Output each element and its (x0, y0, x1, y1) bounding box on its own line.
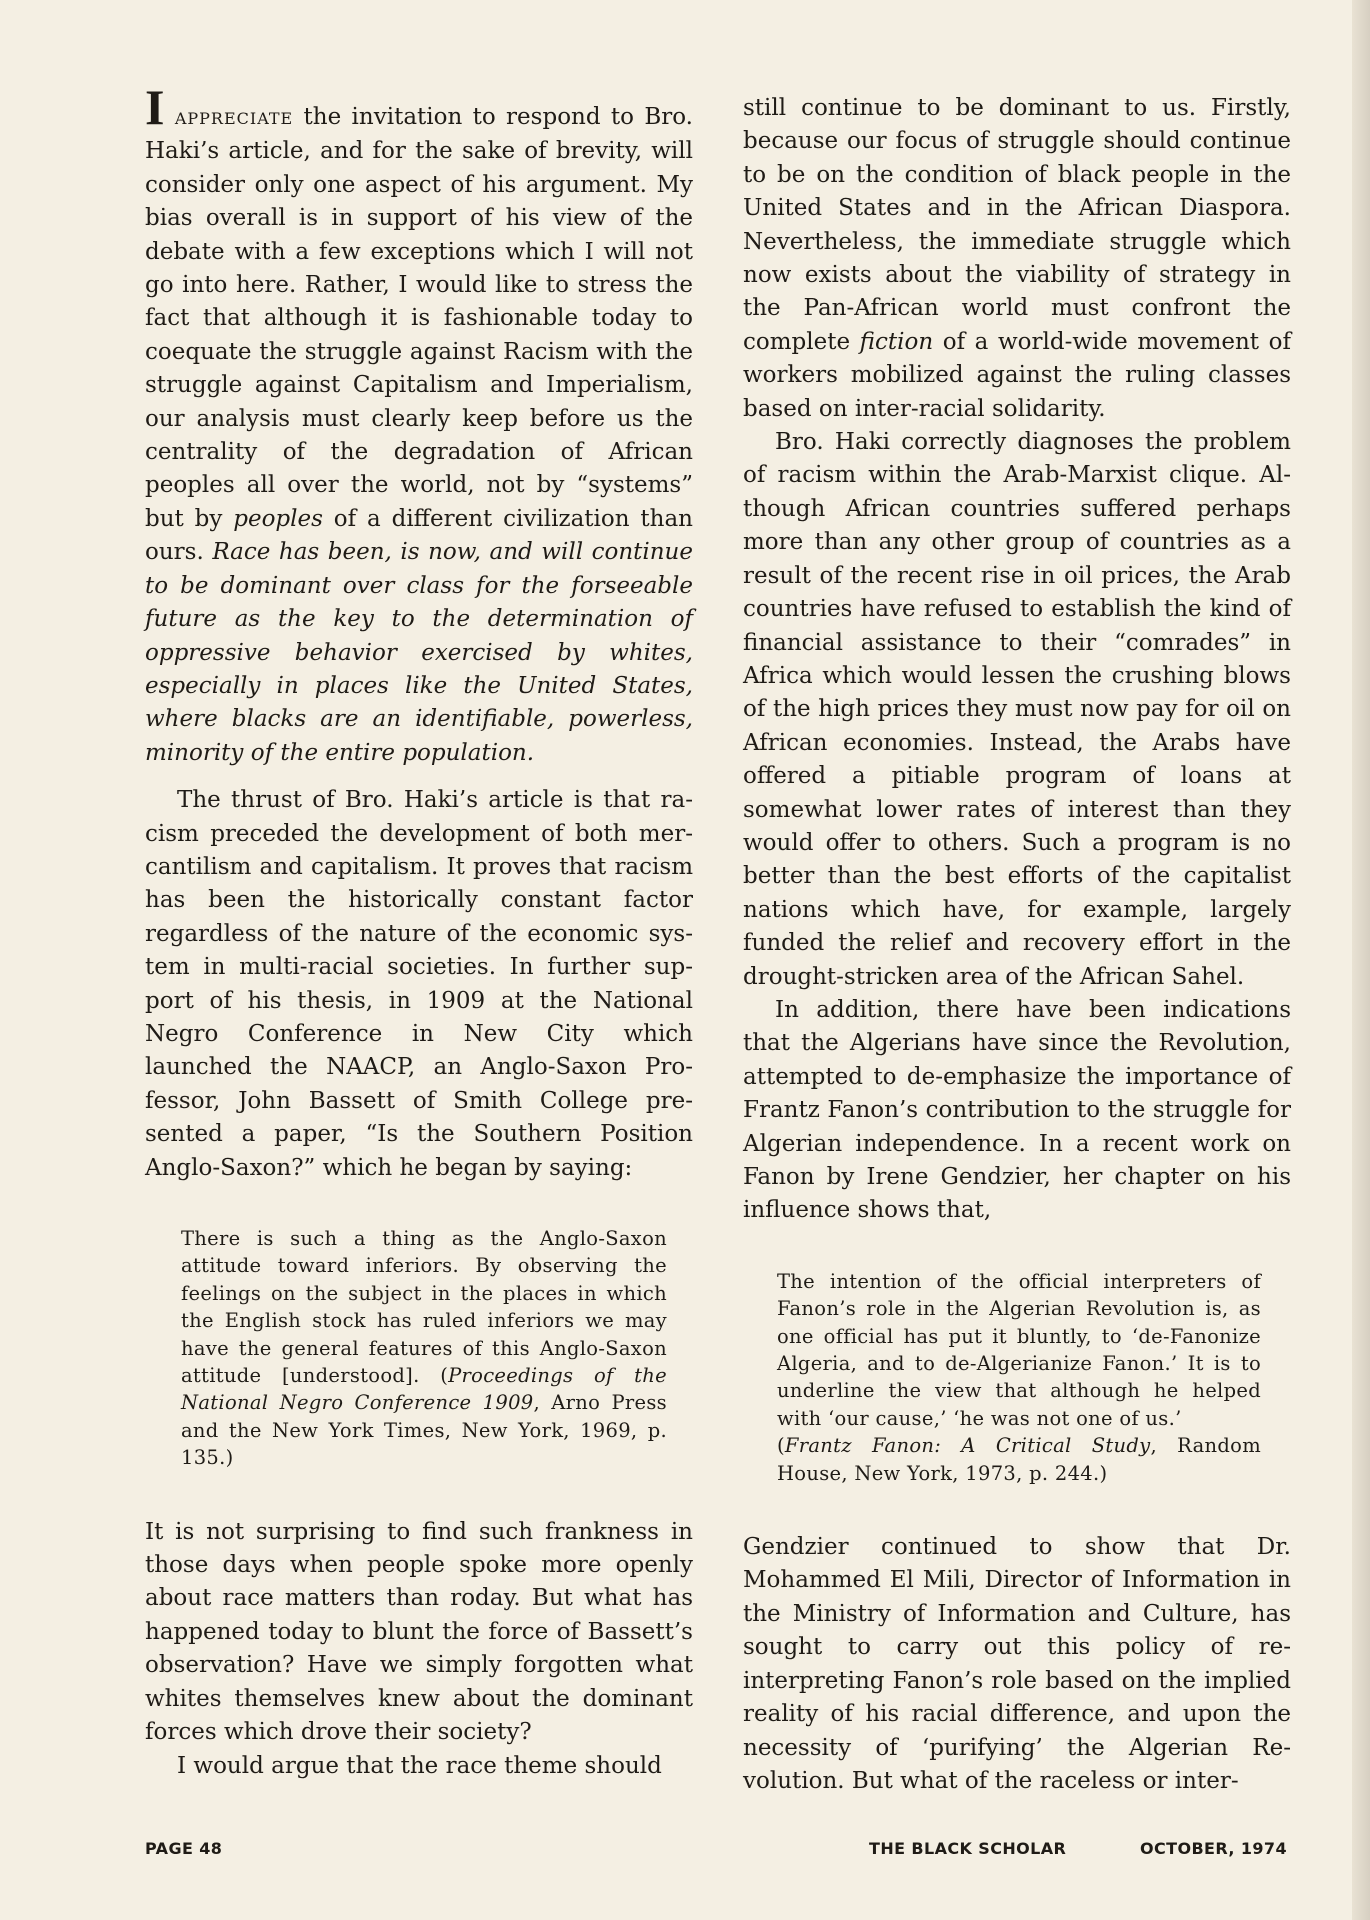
quote-text: The intention of the official interpreters of Fanon’s role in the Algerian Revolution is, as one official has put it bluntly, to ‘de-Fanonize Algeria, and to de-Algerianize Fanon.’ It is to underline the view that although he helped with ‘our cause,’ ‘he was not one of us.’ (777, 1269, 1261, 1430)
right-column (743, 92, 1291, 1798)
italic-fiction: fiction (859, 328, 934, 355)
drop-cap: I (145, 79, 165, 135)
lead-small-caps: APPRECIATE (174, 109, 294, 128)
italic-thesis-statement: Race has been, is now, and will continue to be dominant over class for the forseeable future as the key to the determination of oppressive behavior exercised by whites, especially in places like the United States, where blacks are an identifiable, powerless, minority of the entire population. (145, 539, 693, 766)
paragraph-frankness: It is not surprising to find such frankness in those days when people spoke more openly about race matters than roday. But what has happened today to blunt the force of Bassett’s observation? Have we simply forgotten what whites themselves knew about the dominant forces which drove their society? (145, 1518, 693, 1746)
opening-paragraph (145, 79, 693, 770)
opening-text-2: of a different civilization than ours. (145, 505, 693, 566)
paragraph-race-theme: I would argue that the race theme should (177, 1752, 662, 1779)
paragraph-algerians: In addition, there have been indications that the Algerians have since the Revolution, attempted to de-emphasize the importance of Frantz Fanon’s contribution to the struggle for Algerian independence. In a recent work on Fanon by Irene Gendzier, her chapter on his influence shows that, (743, 996, 1291, 1224)
publication-name: THE BLACK SCHOLAR (869, 1839, 1067, 1858)
opening-text: the invitation to respond to Bro. Haki’s article, and for the sake of brevity, will consider only one aspect of his argument. My bias overall is in support of his view of the debate with a few exceptions which I will not go into here. Rather, I would like to stress the fact that although it is fashionable today to coequate the struggle against Racism with the struggle against Capitalism and Imperialism, our analysis must clearly keep before us the centrality of the degradation of African peoples all over the world, not by “systems” but by (145, 104, 693, 532)
quote-citation-rest: , Random House, New York, 1973, p. 244.) (777, 1434, 1261, 1485)
text-2: of a world-wide movement of workers mobilized against the ruling classes based on inter-racial solidarity. (743, 328, 1291, 422)
paragraph-thrust: The thrust of Bro. Haki’s article is that racism preceded the development of both mercantilism and capitalism. It proves that racism has been the historically constant factor regardless of the nature of the economic system in multi-racial societies. In further support of his thesis, in 1909 at the National Negro Conference in New City which launched the NAACP, an Anglo-Saxon Professor, John Bassett of Smith College presented a paper, “Is the Southern Position Anglo-Saxon?” which he began by saying: (145, 787, 693, 1181)
quote-citation-title: Frantz Fanon: A Critical Study (784, 1434, 1151, 1458)
page-edge-shadow (1352, 0, 1370, 1920)
quote-text: There is such a thing as the Anglo-Saxon attitude toward inferiors. By observing the feelings on the subject in the places in which the English stock has ruled inferiors we may have the general features of this Anglo-Saxon attitude [understood]. ( (181, 1227, 667, 1388)
issue-date: OCTOBER, 1974 (1140, 1839, 1287, 1858)
paragraph-arab-marxist: Bro. Haki correctly diagnoses the problem of racism within the Arab-Marxist clique. Although African countries suffered perhaps more than any other group of countries as a result of the recent rise in oil prices, the Arab countries have refused to establish the kind of financial assistance to their “comrades” in Africa which would lessen the crushing blows of the high prices they must now pay for oil on African economies. Instead, the Arabs have offered a pitiable program of loans at somewhat lower rates of interest than they would offer to others. Such a program is no better than the best efforts of the capitalist nations which have, for example, largely funded the relief and recovery effort in the drought-stricken area of the African Sahel. (743, 429, 1291, 990)
paragraph-continue-dominant (743, 92, 1291, 426)
italic-peoples: peoples (233, 505, 323, 532)
quote-citation-open: ( (777, 1434, 785, 1458)
block-quote-gendzier (777, 1268, 1261, 1487)
page-number: PAGE 48 (145, 1839, 223, 1858)
left-column (145, 79, 693, 1783)
paragraph-el-mili: Gendzier continued to show that Dr. Mohammed El Mili, Director of Information in the Ministry of Information and Culture, has sought to carry out this policy of reinterpreting Fanon’s role based on the implied reality of his racial difference, and upon the necessity of ‘purifying’ the Algerian Revolution. But what of the raceless or inter- (743, 1534, 1291, 1794)
quote-citation-title: Proceedings of the National Negro Conference 1909 (181, 1364, 668, 1415)
quote-citation-rest: , Arno Press and the New York Times, New York, 1969, p. 135.) (181, 1391, 667, 1470)
block-quote-bassett (181, 1225, 667, 1472)
text: still continue to be dominant to us. Firstly, because our focus of struggle should continue to be on the condition of black people in the United States and in the African Diaspora. Nevertheless, the immediate struggle which now exists about the viability of strategy in the Pan-African world must confront the complete (743, 95, 1291, 355)
